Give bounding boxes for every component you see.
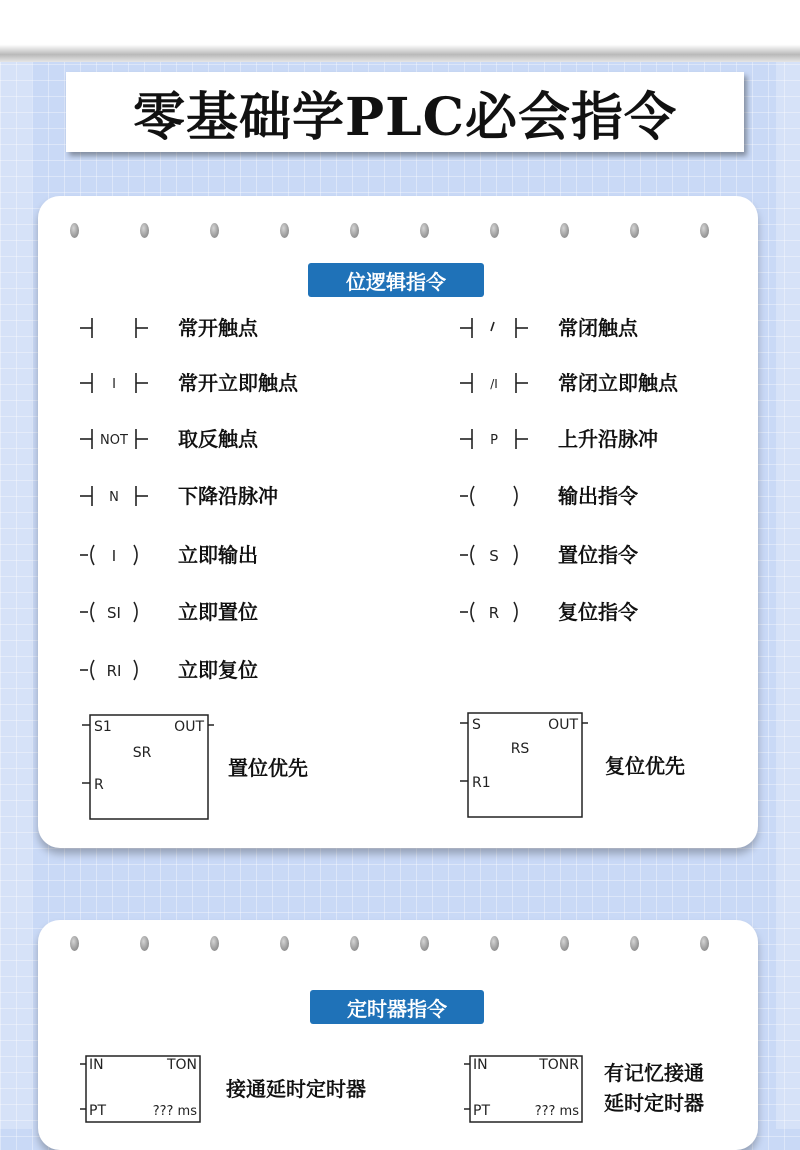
normally-open-contact-symbol bbox=[78, 311, 168, 345]
svg-text:??? ms: ??? ms bbox=[152, 1104, 197, 1119]
svg-text:IN: IN bbox=[89, 1057, 104, 1073]
instruction-label: 置位指令 bbox=[558, 543, 638, 567]
instruction-label: 下降沿脉冲 bbox=[178, 484, 278, 508]
right-margin bbox=[776, 62, 800, 1129]
svg-text:/I: /I bbox=[490, 377, 498, 391]
svg-text:RS: RS bbox=[510, 741, 530, 757]
svg-text:P: P bbox=[490, 433, 498, 448]
binder-hole bbox=[210, 223, 219, 238]
svg-text:I: I bbox=[112, 377, 116, 392]
svg-text:PT: PT bbox=[473, 1103, 490, 1119]
svg-text:NOT: NOT bbox=[100, 433, 128, 448]
block-label: 接通延时定时器 bbox=[226, 1077, 366, 1101]
binder-hole bbox=[490, 936, 499, 951]
binder-hole bbox=[70, 936, 79, 951]
svg-text:RI: RI bbox=[106, 662, 122, 680]
svg-text:S: S bbox=[489, 547, 499, 565]
not-contact-symbol bbox=[78, 422, 168, 456]
sr-flipflop-block bbox=[78, 711, 218, 821]
positive-edge-contact-symbol bbox=[458, 422, 548, 456]
ton-timer-block bbox=[78, 1054, 248, 1124]
svg-text:S: S bbox=[472, 717, 481, 733]
instruction-label: 立即复位 bbox=[178, 658, 258, 682]
svg-text:OUT: OUT bbox=[174, 719, 204, 735]
binder-hole bbox=[490, 223, 499, 238]
binder-hole bbox=[560, 936, 569, 951]
normally-closed-contact-symbol bbox=[458, 311, 548, 345]
block-label bbox=[604, 1058, 704, 1118]
binder-hole bbox=[350, 936, 359, 951]
nc-immediate-contact-symbol bbox=[458, 366, 548, 400]
instruction-label: 立即置位 bbox=[178, 600, 258, 624]
output-coil-symbol bbox=[458, 479, 548, 513]
binder-hole bbox=[700, 936, 709, 951]
rs-flipflop-block bbox=[458, 709, 598, 819]
immediate-contact-symbol bbox=[78, 366, 168, 400]
block-label: 复位优先 bbox=[605, 754, 685, 778]
svg-text:S1: S1 bbox=[94, 719, 112, 735]
binder-hole bbox=[280, 223, 289, 238]
timer-card bbox=[38, 920, 758, 1150]
svg-text:I: I bbox=[111, 547, 117, 565]
set-coil-symbol bbox=[458, 538, 548, 572]
instruction-label: 常开触点 bbox=[178, 316, 258, 340]
section-header-bit-logic: 位逻辑指令 bbox=[308, 263, 484, 297]
svg-text:N: N bbox=[109, 490, 119, 505]
binder-hole bbox=[560, 223, 569, 238]
binder-hole bbox=[630, 223, 639, 238]
reset-coil-symbol bbox=[458, 595, 548, 629]
svg-text:R1: R1 bbox=[472, 775, 491, 791]
svg-text:R: R bbox=[488, 604, 500, 622]
bit-logic-card bbox=[38, 196, 758, 848]
svg-text:IN: IN bbox=[473, 1057, 488, 1073]
instruction-label: 立即输出 bbox=[178, 543, 258, 567]
immediate-output-coil-symbol bbox=[78, 538, 168, 572]
binder-hole bbox=[70, 223, 79, 238]
binder-hole bbox=[700, 223, 709, 238]
block-label-line: 延时定时器 bbox=[604, 1091, 704, 1115]
left-margin bbox=[0, 62, 32, 1129]
svg-text:R: R bbox=[94, 777, 104, 793]
negative-edge-contact-symbol bbox=[78, 479, 168, 513]
svg-text:SR: SR bbox=[132, 745, 152, 761]
binder-hole bbox=[420, 936, 429, 951]
binder-hole bbox=[140, 223, 149, 238]
instruction-label: 取反触点 bbox=[178, 427, 258, 451]
section-header-timers: 定时器指令 bbox=[310, 990, 484, 1024]
binder-hole bbox=[280, 936, 289, 951]
svg-text:PT: PT bbox=[89, 1103, 106, 1119]
binder-hole bbox=[350, 223, 359, 238]
block-label: 置位优先 bbox=[228, 756, 308, 780]
page-title: 零基础学PLC必会指令 bbox=[132, 86, 678, 148]
svg-text:??? ms: ??? ms bbox=[534, 1104, 579, 1119]
binder-hole bbox=[630, 936, 639, 951]
binder-hole bbox=[210, 936, 219, 951]
svg-text:OUT: OUT bbox=[548, 717, 578, 733]
top-bar bbox=[0, 0, 800, 62]
immediate-reset-coil-symbol bbox=[78, 653, 168, 687]
instruction-label: 上升沿脉冲 bbox=[558, 427, 658, 451]
title-banner bbox=[66, 72, 744, 152]
immediate-set-coil-symbol bbox=[78, 595, 168, 629]
instruction-label: 常闭触点 bbox=[558, 316, 638, 340]
binder-hole bbox=[140, 936, 149, 951]
svg-text:TON: TON bbox=[166, 1057, 197, 1073]
svg-text:SI: SI bbox=[107, 604, 121, 622]
instruction-label: 复位指令 bbox=[558, 600, 638, 624]
instruction-label: 输出指令 bbox=[558, 484, 638, 508]
instruction-label: 常开立即触点 bbox=[178, 371, 298, 395]
binder-hole bbox=[420, 223, 429, 238]
instruction-label: 常闭立即触点 bbox=[558, 371, 678, 395]
block-label-line: 有记忆接通 bbox=[604, 1061, 704, 1085]
svg-text:TONR: TONR bbox=[539, 1057, 579, 1073]
